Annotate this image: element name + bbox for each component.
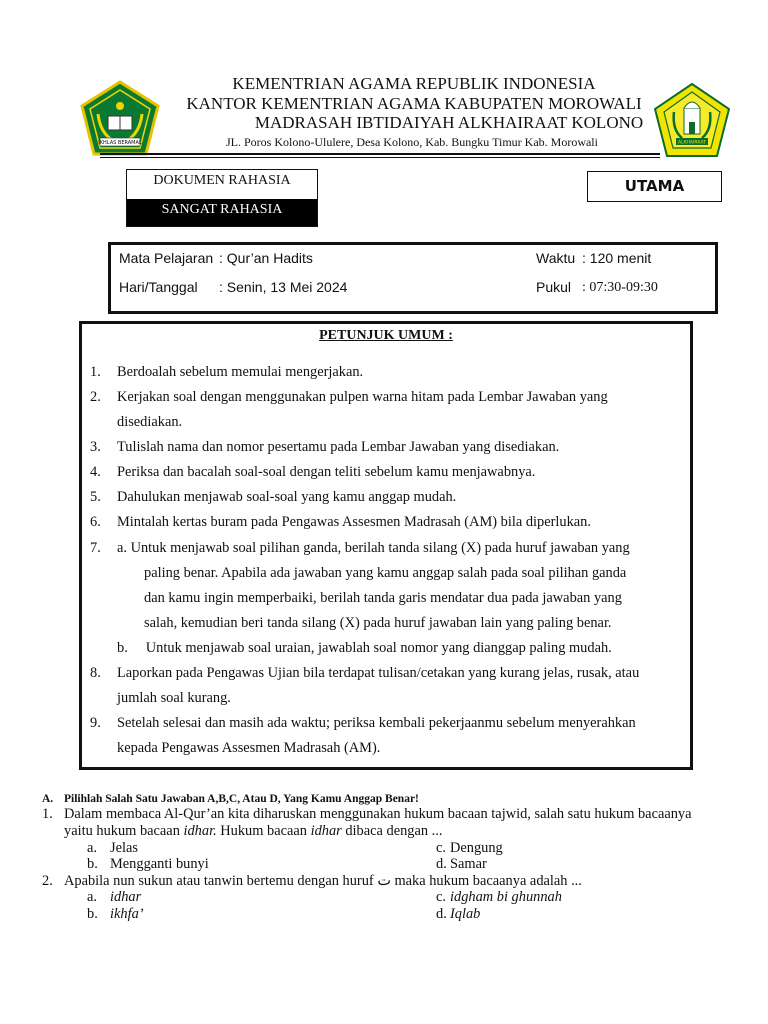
instruction-line: salah, kemudian beri tanda silang (X) pada huruf jawaban lain yang paling benar. (144, 615, 612, 631)
option-letter: a. (87, 889, 97, 905)
instruction-line: b. Untuk menjawab soal uraian, jawablah soal nomor yang dianggap paling mudah. (117, 640, 612, 656)
option-text: Samar (450, 856, 487, 872)
svg-text:ALKHAIRAAT: ALKHAIRAAT (678, 140, 706, 146)
instruction-number: 8. (90, 665, 101, 681)
question-text: Apabila nun sukun atau tanwin bertemu dengan huruf ت maka hukum bacaanya adalah ... (64, 873, 582, 889)
time-value: : 120 menit (582, 250, 652, 266)
option-letter: b. (87, 906, 98, 922)
classification-top: DOKUMEN RAHASIA (153, 173, 291, 188)
instruction-line: jumlah soal kurang. (117, 690, 231, 706)
option-letter: a. (87, 840, 97, 856)
section-label: A. (42, 793, 54, 805)
instruction-line: a. Untuk menjawab soal pilihan ganda, berilah tanda silang (X) pada huruf jawaban yang (117, 540, 630, 556)
question-number: 1. (42, 806, 53, 822)
instruction-number: 9. (90, 715, 101, 731)
instructions-title: PETUNJUK UMUM : (319, 328, 453, 343)
instruction-line: Mintalah kertas buram pada Pengawas Assesmen Madrasah (AM) bila diperlukan. (117, 514, 591, 530)
option-letter: d. (436, 856, 447, 872)
instruction-number: 5. (90, 489, 101, 505)
header-address: JL. Poros Kolono-Ululere, Desa Kolono, Kab. Bungku Timur Kab. Morowali (226, 135, 598, 149)
instruction-line: disediakan. (117, 414, 183, 430)
header-office: KANTOR KEMENTRIAN AGAMA KABUPATEN MOROWALI (186, 94, 642, 113)
option-letter: d. (436, 906, 447, 922)
instruction-line: dan kamu ingin memperbaiki, berilah tanda garis mendatar dua pada jawaban yang (144, 590, 622, 606)
exam-tag: UTAMA (587, 171, 722, 202)
question-number: 2. (42, 873, 53, 889)
instruction-line: Tulislah nama dan nomor pesertamu pada Lembar Jawaban yang disediakan. (117, 439, 560, 455)
header-rule-thin (100, 157, 660, 158)
question-text: Dalam membaca Al-Qur’an kita diharuskan menggunakan hukum bacaan tajwid, salah satu hukum bacaanya (64, 806, 692, 822)
subject-value: : Qur’an Hadits (219, 250, 313, 266)
clock-value: : 07:30-09:30 (582, 280, 658, 295)
instruction-number: 7. (90, 540, 101, 556)
option-text: Iqlab (450, 906, 481, 922)
option-letter: c. (436, 889, 446, 905)
instructions-box (79, 321, 693, 770)
instruction-number: 4. (90, 464, 101, 480)
instruction-number: 3. (90, 439, 101, 455)
instruction-line: Laporkan pada Pengawas Ujian bila terdapat tulisan/cetakan yang kurang jelas, rusak, atau (117, 665, 640, 681)
instruction-number: 1. (90, 364, 101, 380)
option-letter: b. (87, 856, 98, 872)
instruction-number: 2. (90, 389, 101, 405)
exam-info-box (108, 242, 718, 314)
option-text: Mengganti bunyi (110, 856, 209, 872)
instruction-line: Kerjakan soal dengan menggunakan pulpen warna hitam pada Lembar Jawaban yang (117, 389, 608, 405)
header-school: MADRASAH IBTIDAIYAH ALKHAIRAAT KOLONO (254, 113, 644, 132)
classification-bottom: SANGAT RAHASIA (127, 199, 317, 226)
option-text: idgham bi ghunnah (450, 889, 562, 905)
date-value: : Senin, 13 Mei 2024 (219, 279, 348, 295)
question-text: yaitu hukum bacaan idhar. Hukum bacaan idhar dibaca dengan ... (64, 823, 443, 839)
instruction-line: Berdoalah sebelum memulai mengerjakan. (117, 364, 364, 380)
header-ministry: KEMENTRIAN AGAMA REPUBLIK INDONESIA (232, 74, 596, 93)
option-text: Dengung (450, 840, 503, 856)
classification-box (126, 169, 318, 227)
instruction-number: 6. (90, 514, 101, 530)
time-label: Waktu (536, 250, 576, 266)
instruction-line: Periksa dan bacalah soal-soal dengan teliti sebelum kamu menjawabnya. (117, 464, 536, 480)
instruction-line: Setelah selesai dan masih ada waktu; periksa kembali pekerjaanmu sebelum menyerahkan (117, 715, 636, 731)
svg-text:IKHLAS BERAMAL: IKHLAS BERAMAL (98, 140, 142, 146)
subject-label: Mata Pelajaran (119, 250, 214, 266)
option-letter: c. (436, 840, 446, 856)
date-label: Hari/Tanggal (119, 279, 198, 295)
option-text: Jelas (110, 840, 138, 856)
instruction-line: Dahulukan menjawab soal-soal yang kamu anggap mudah. (117, 489, 457, 505)
instruction-line: kepada Pengawas Assesmen Madrasah (AM). (117, 740, 381, 756)
option-text: idhar (110, 889, 142, 905)
section-title: Pilihlah Salah Satu Jawaban A,B,C, Atau D, Yang Kamu Anggap Benar! (64, 793, 419, 805)
option-text: ikhfa’ (110, 906, 144, 922)
instruction-line: paling benar. Apabila ada jawaban yang kamu anggap salah pada soal pilihan ganda (144, 565, 627, 581)
clock-label: Pukul (536, 279, 572, 295)
header-rule-thick (100, 153, 660, 155)
